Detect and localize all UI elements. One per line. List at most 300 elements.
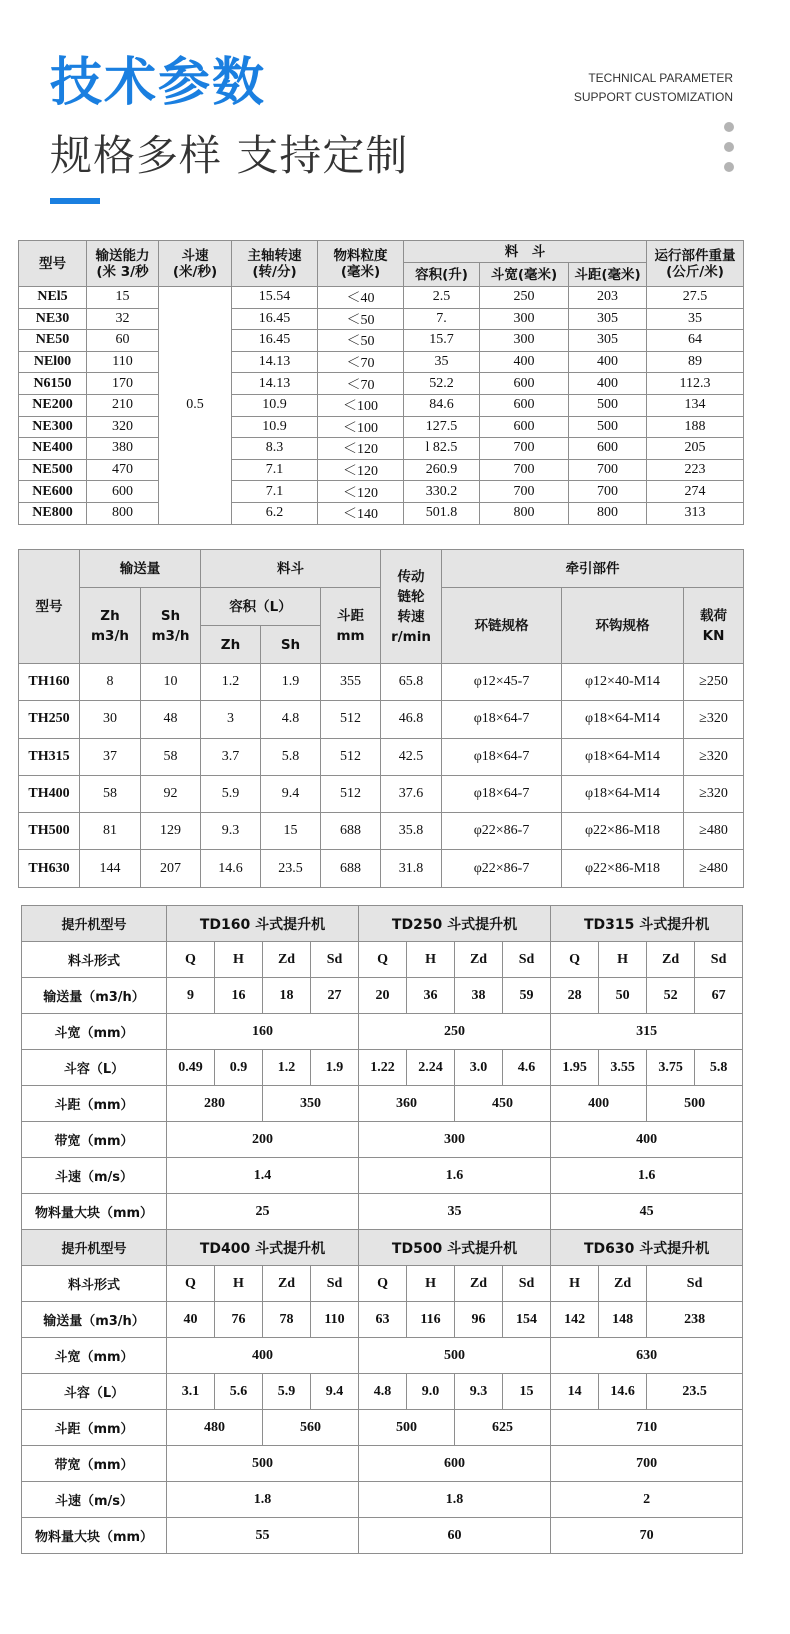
value-cell: 1.8: [167, 1482, 359, 1518]
value-cell: 20: [359, 978, 407, 1014]
value-cell: 9.4: [311, 1374, 359, 1410]
value-cell: 5.9: [263, 1374, 311, 1410]
value-cell: 18: [263, 978, 311, 1014]
value-cell: Q: [167, 1266, 215, 1302]
value-cell: 7.1: [232, 459, 318, 481]
value-cell: 36: [407, 978, 455, 1014]
th-series-parameter-table: [18, 549, 744, 888]
row-label: 物料量大块（mm）: [22, 1194, 167, 1230]
value-cell: 8: [80, 664, 141, 701]
table-row: [22, 1050, 743, 1086]
value-cell: 512: [321, 738, 381, 775]
value-cell: 142: [551, 1302, 599, 1338]
value-cell: ＜50: [318, 308, 404, 330]
value-cell: 10.9: [232, 394, 318, 416]
value-cell: 250: [359, 1014, 551, 1050]
value-cell: 512: [321, 775, 381, 812]
col-header-hopper: 料斗: [201, 550, 381, 588]
value-cell: 1.22: [359, 1050, 407, 1086]
value-cell: H: [215, 942, 263, 978]
value-cell: 96: [455, 1302, 503, 1338]
value-cell: 1.2: [263, 1050, 311, 1086]
model-header: TD160 斗式提升机: [167, 906, 359, 942]
value-cell: 700: [569, 481, 647, 503]
col-header-pitch: 斗距(毫米): [569, 263, 647, 287]
value-cell: Q: [359, 942, 407, 978]
value-cell: 55: [167, 1518, 359, 1554]
value-cell: 1.6: [551, 1158, 743, 1194]
col-header-rpm: 主轴转速 (转/分): [232, 241, 318, 287]
value-cell: φ18×64-M14: [562, 775, 684, 812]
value-cell: 14.6: [201, 850, 261, 887]
value-cell: 700: [551, 1446, 743, 1482]
value-cell: ＜120: [318, 438, 404, 460]
value-cell: 5.6: [215, 1374, 263, 1410]
value-cell: 280: [167, 1086, 263, 1122]
value-cell: 14.13: [232, 351, 318, 373]
value-cell: 76: [215, 1302, 263, 1338]
english-title-line1: TECHNICAL PARAMETER: [588, 71, 733, 85]
value-cell: 67: [695, 978, 743, 1014]
model-cell: NE30: [19, 308, 87, 330]
title-accent-bar: [50, 198, 100, 204]
row-label: 斗速（m/s）: [22, 1158, 167, 1194]
model-cell: N6150: [19, 373, 87, 395]
value-cell: 48: [141, 701, 201, 738]
value-cell: 10: [141, 664, 201, 701]
col-header-zh: Zh m3/h: [80, 588, 141, 664]
value-cell: 7.1: [232, 481, 318, 503]
table-row: [19, 438, 744, 460]
value-cell: 400: [551, 1122, 743, 1158]
value-cell: 58: [141, 738, 201, 775]
table-row: [19, 738, 744, 775]
value-cell: 355: [321, 664, 381, 701]
value-cell: 205: [647, 438, 744, 460]
value-cell: H: [215, 1266, 263, 1302]
value-cell: 188: [647, 416, 744, 438]
model-header: TD250 斗式提升机: [359, 906, 551, 942]
value-cell: 600: [359, 1446, 551, 1482]
value-cell: 170: [87, 373, 159, 395]
value-cell: 9.3: [455, 1374, 503, 1410]
table-row: [19, 701, 744, 738]
row-label: 输送量（m3/h）: [22, 1302, 167, 1338]
value-cell: 300: [480, 308, 569, 330]
value-cell: 500: [359, 1338, 551, 1374]
value-cell: 688: [321, 813, 381, 850]
row-label: 提升机型号: [22, 1230, 167, 1266]
col-header-traction: 牵引部件: [442, 550, 744, 588]
model-cell: TH400: [19, 775, 80, 812]
value-cell: 15: [503, 1374, 551, 1410]
value-cell: 110: [87, 351, 159, 373]
value-cell: 65.8: [381, 664, 442, 701]
table-row: [19, 775, 744, 812]
value-cell: 600: [480, 394, 569, 416]
value-cell: 260.9: [404, 459, 480, 481]
value-cell: 500: [647, 1086, 743, 1122]
row-label: 斗距（mm）: [22, 1410, 167, 1446]
col-header-weight: 运行部件重量 (公斤/米): [647, 241, 744, 287]
value-cell: 400: [551, 1086, 647, 1122]
speed-cell: 0.5: [159, 287, 232, 525]
table-row: [22, 1338, 743, 1374]
value-cell: 16.45: [232, 308, 318, 330]
value-cell: 60: [359, 1518, 551, 1554]
value-cell: 320: [87, 416, 159, 438]
row-label: 输送量（m3/h）: [22, 978, 167, 1014]
value-cell: 688: [321, 850, 381, 887]
model-header: TD630 斗式提升机: [551, 1230, 743, 1266]
table-row: [22, 1482, 743, 1518]
value-cell: ＜120: [318, 459, 404, 481]
table-row: [22, 1230, 743, 1266]
value-cell: 512: [321, 701, 381, 738]
table-row: [22, 1410, 743, 1446]
value-cell: 500: [569, 416, 647, 438]
value-cell: 27: [311, 978, 359, 1014]
col-header-pitch: 斗距 mm: [321, 588, 381, 664]
value-cell: 501.8: [404, 502, 480, 524]
value-cell: 81: [80, 813, 141, 850]
vertical-dots-icon: [724, 122, 736, 182]
table-row: [19, 373, 744, 395]
model-cell: TH630: [19, 850, 80, 887]
value-cell: ＜120: [318, 481, 404, 503]
value-cell: 800: [87, 502, 159, 524]
col-header-chain: 环链规格: [442, 588, 562, 664]
value-cell: φ18×64-7: [442, 775, 562, 812]
value-cell: 700: [480, 481, 569, 503]
col-header-model: 型号: [19, 550, 80, 664]
row-label: 斗容（L）: [22, 1374, 167, 1410]
row-label: 带宽（mm）: [22, 1122, 167, 1158]
table-row: [22, 1014, 743, 1050]
value-cell: 31.8: [381, 850, 442, 887]
english-title-line2: SUPPORT CUSTOMIZATION: [573, 90, 733, 104]
value-cell: 60: [87, 330, 159, 352]
td-series-parameter-table: [21, 905, 743, 1554]
value-cell: 600: [87, 481, 159, 503]
table-row: [19, 351, 744, 373]
value-cell: Zd: [263, 1266, 311, 1302]
col-header-capacity: 容积（L）: [201, 588, 321, 626]
value-cell: 15.54: [232, 287, 318, 309]
value-cell: 35: [404, 351, 480, 373]
value-cell: 78: [263, 1302, 311, 1338]
value-cell: 200: [167, 1122, 359, 1158]
row-label: 斗速（m/s）: [22, 1482, 167, 1518]
page-title: 技术参数: [50, 53, 267, 113]
value-cell: ＜50: [318, 330, 404, 352]
value-cell: l 82.5: [404, 438, 480, 460]
value-cell: 0.49: [167, 1050, 215, 1086]
row-label: 料斗形式: [22, 942, 167, 978]
value-cell: 350: [263, 1086, 359, 1122]
value-cell: 625: [455, 1410, 551, 1446]
value-cell: 274: [647, 481, 744, 503]
value-cell: 313: [647, 502, 744, 524]
col-header-hopper: 料 斗: [404, 241, 647, 263]
value-cell: φ22×86-7: [442, 813, 562, 850]
value-cell: 330.2: [404, 481, 480, 503]
value-cell: 800: [480, 502, 569, 524]
value-cell: 2.5: [404, 287, 480, 309]
col-header-volume: 容积(升): [404, 263, 480, 287]
value-cell: 14: [551, 1374, 599, 1410]
model-cell: NE600: [19, 481, 87, 503]
col-header-model: 型号: [19, 241, 87, 287]
value-cell: 50: [599, 978, 647, 1014]
value-cell: 6.2: [232, 502, 318, 524]
col-header-sh: Sh m3/h: [141, 588, 201, 664]
row-label: 斗宽（mm）: [22, 1014, 167, 1050]
value-cell: Zd: [599, 1266, 647, 1302]
value-cell: 1.2: [201, 664, 261, 701]
model-cell: TH160: [19, 664, 80, 701]
value-cell: Sd: [647, 1266, 743, 1302]
table-row: [19, 850, 744, 887]
model-cell: TH500: [19, 813, 80, 850]
value-cell: 16.45: [232, 330, 318, 352]
value-cell: 37.6: [381, 775, 442, 812]
value-cell: φ12×45-7: [442, 664, 562, 701]
value-cell: 46.8: [381, 701, 442, 738]
value-cell: H: [599, 942, 647, 978]
page-header: [0, 0, 790, 230]
value-cell: 380: [87, 438, 159, 460]
value-cell: 500: [359, 1410, 455, 1446]
value-cell: φ22×86-M18: [562, 850, 684, 887]
table-row: [22, 1518, 743, 1554]
value-cell: 2: [551, 1482, 743, 1518]
value-cell: 700: [480, 459, 569, 481]
value-cell: 37: [80, 738, 141, 775]
row-label: 物料量大块（mm）: [22, 1518, 167, 1554]
value-cell: 30: [80, 701, 141, 738]
value-cell: Sd: [503, 1266, 551, 1302]
value-cell: Q: [359, 1266, 407, 1302]
value-cell: φ22×86-M18: [562, 813, 684, 850]
value-cell: 1.6: [359, 1158, 551, 1194]
value-cell: Zd: [455, 1266, 503, 1302]
row-label: 斗宽（mm）: [22, 1338, 167, 1374]
value-cell: 38: [455, 978, 503, 1014]
value-cell: Q: [167, 942, 215, 978]
value-cell: 400: [569, 373, 647, 395]
table-row: [22, 1086, 743, 1122]
table-row: [19, 502, 744, 524]
value-cell: 600: [480, 416, 569, 438]
model-cell: NE800: [19, 502, 87, 524]
col-header-hook: 环钩规格: [562, 588, 684, 664]
table-row: [19, 481, 744, 503]
value-cell: 250: [480, 287, 569, 309]
value-cell: Sd: [311, 1266, 359, 1302]
table-row: [19, 664, 744, 701]
value-cell: 1.8: [359, 1482, 551, 1518]
value-cell: 89: [647, 351, 744, 373]
value-cell: 23.5: [261, 850, 321, 887]
page-subtitle: 规格多样 支持定制: [50, 131, 409, 180]
value-cell: 27.5: [647, 287, 744, 309]
table-row: [19, 394, 744, 416]
value-cell: 450: [455, 1086, 551, 1122]
value-cell: φ18×64-M14: [562, 738, 684, 775]
value-cell: 3.75: [647, 1050, 695, 1086]
col-header-drive: 传动 链轮 转速 r/min: [381, 550, 442, 664]
table-row: [22, 1122, 743, 1158]
value-cell: 3.0: [455, 1050, 503, 1086]
value-cell: 400: [480, 351, 569, 373]
value-cell: 32: [87, 308, 159, 330]
value-cell: 110: [311, 1302, 359, 1338]
value-cell: 35: [647, 308, 744, 330]
value-cell: 4.6: [503, 1050, 551, 1086]
value-cell: Sd: [503, 942, 551, 978]
value-cell: 35: [359, 1194, 551, 1230]
value-cell: Zd: [647, 942, 695, 978]
model-cell: NE50: [19, 330, 87, 352]
value-cell: ＜70: [318, 351, 404, 373]
value-cell: 480: [167, 1410, 263, 1446]
value-cell: 1.9: [261, 664, 321, 701]
value-cell: 160: [167, 1014, 359, 1050]
value-cell: 9.4: [261, 775, 321, 812]
model-cell: NEl00: [19, 351, 87, 373]
value-cell: 5.9: [201, 775, 261, 812]
row-label: 带宽（mm）: [22, 1446, 167, 1482]
value-cell: 0.9: [215, 1050, 263, 1086]
value-cell: Sd: [311, 942, 359, 978]
value-cell: 305: [569, 330, 647, 352]
value-cell: 154: [503, 1302, 551, 1338]
value-cell: ＜100: [318, 416, 404, 438]
value-cell: ≥480: [684, 850, 744, 887]
table-row: [22, 1302, 743, 1338]
value-cell: 92: [141, 775, 201, 812]
value-cell: 63: [359, 1302, 407, 1338]
table-row: [19, 308, 744, 330]
table-row: [19, 287, 744, 309]
col-header-capacity-sh: Sh: [261, 626, 321, 664]
value-cell: 700: [480, 438, 569, 460]
table-row: [22, 978, 743, 1014]
value-cell: 42.5: [381, 738, 442, 775]
value-cell: 14.6: [599, 1374, 647, 1410]
value-cell: 2.24: [407, 1050, 455, 1086]
model-cell: NE500: [19, 459, 87, 481]
model-cell: NE200: [19, 394, 87, 416]
value-cell: 400: [569, 351, 647, 373]
value-cell: 207: [141, 850, 201, 887]
col-header-capacity-zh: Zh: [201, 626, 261, 664]
value-cell: Zd: [263, 942, 311, 978]
table-row: [19, 416, 744, 438]
value-cell: 45: [551, 1194, 743, 1230]
model-cell: TH315: [19, 738, 80, 775]
model-cell: NE300: [19, 416, 87, 438]
value-cell: 144: [80, 850, 141, 887]
model-cell: NE400: [19, 438, 87, 460]
row-label: 斗距（mm）: [22, 1086, 167, 1122]
value-cell: ≥320: [684, 738, 744, 775]
value-cell: 129: [141, 813, 201, 850]
value-cell: 700: [569, 459, 647, 481]
value-cell: 500: [569, 394, 647, 416]
table-row: [22, 906, 743, 942]
value-cell: 630: [551, 1338, 743, 1374]
value-cell: Q: [551, 942, 599, 978]
value-cell: 210: [87, 394, 159, 416]
value-cell: 4.8: [359, 1374, 407, 1410]
col-header-capacity: 输送能力 (米 3/秒: [87, 241, 159, 287]
value-cell: 64: [647, 330, 744, 352]
value-cell: 35.8: [381, 813, 442, 850]
model-header: TD400 斗式提升机: [167, 1230, 359, 1266]
value-cell: 238: [647, 1302, 743, 1338]
value-cell: 470: [87, 459, 159, 481]
value-cell: ＜40: [318, 287, 404, 309]
model-header: TD500 斗式提升机: [359, 1230, 551, 1266]
value-cell: 148: [599, 1302, 647, 1338]
table-row: [19, 459, 744, 481]
value-cell: 16: [215, 978, 263, 1014]
value-cell: ≥320: [684, 775, 744, 812]
value-cell: ＜140: [318, 502, 404, 524]
value-cell: H: [407, 1266, 455, 1302]
value-cell: 203: [569, 287, 647, 309]
table-row: [19, 330, 744, 352]
value-cell: 14.13: [232, 373, 318, 395]
value-cell: 800: [569, 502, 647, 524]
value-cell: 58: [80, 775, 141, 812]
value-cell: 8.3: [232, 438, 318, 460]
value-cell: φ18×64-7: [442, 738, 562, 775]
table-row: [22, 1194, 743, 1230]
value-cell: 560: [263, 1410, 359, 1446]
value-cell: 9.3: [201, 813, 261, 850]
value-cell: 400: [167, 1338, 359, 1374]
value-cell: ≥480: [684, 813, 744, 850]
value-cell: 300: [359, 1122, 551, 1158]
row-label: 提升机型号: [22, 906, 167, 942]
col-header-particle-size: 物料粒度 (毫米): [318, 241, 404, 287]
value-cell: 600: [569, 438, 647, 460]
value-cell: 3.7: [201, 738, 261, 775]
value-cell: Zd: [455, 942, 503, 978]
col-header-load: 载荷 KN: [684, 588, 744, 664]
value-cell: 1.9: [311, 1050, 359, 1086]
value-cell: 40: [167, 1302, 215, 1338]
row-label: 料斗形式: [22, 1266, 167, 1302]
value-cell: 600: [480, 373, 569, 395]
table-row: [22, 1266, 743, 1302]
col-header-volume: 输送量: [80, 550, 201, 588]
value-cell: 5.8: [695, 1050, 743, 1086]
value-cell: φ18×64-7: [442, 701, 562, 738]
value-cell: 1.4: [167, 1158, 359, 1194]
value-cell: 360: [359, 1086, 455, 1122]
value-cell: ≥320: [684, 701, 744, 738]
table-row: [22, 1158, 743, 1194]
value-cell: 127.5: [404, 416, 480, 438]
col-header-speed: 斗速 (米/秒): [159, 241, 232, 287]
value-cell: 305: [569, 308, 647, 330]
value-cell: ＜70: [318, 373, 404, 395]
value-cell: 15.7: [404, 330, 480, 352]
